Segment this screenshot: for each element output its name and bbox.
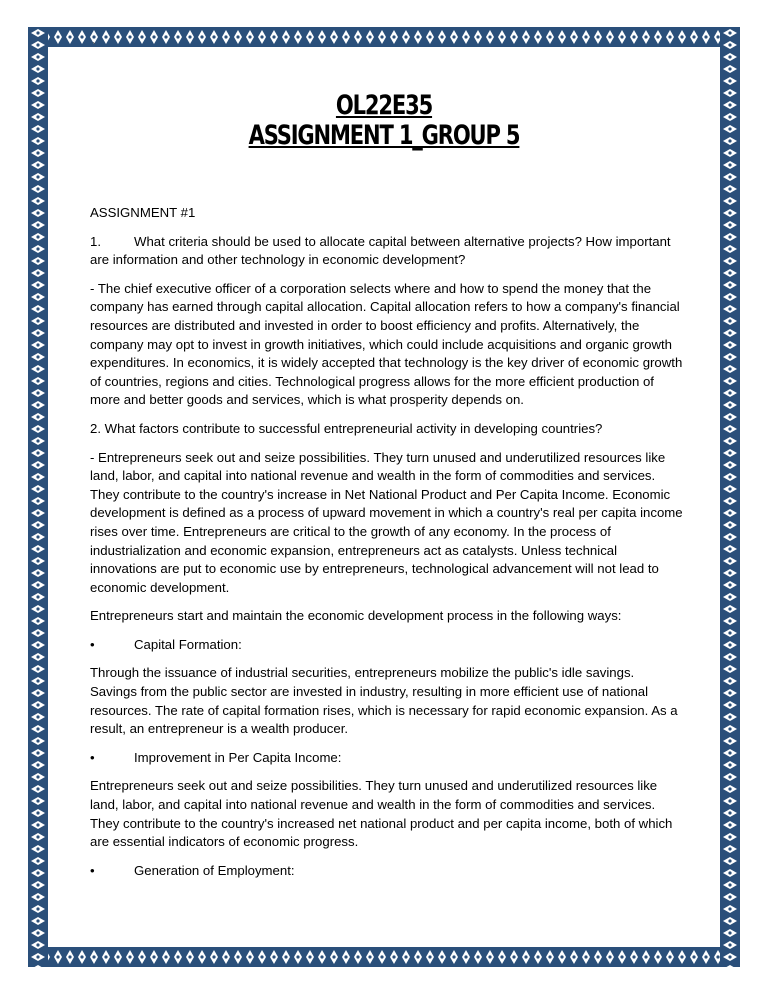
question-2: 2. What factors contribute to successful entrepreneurial activity in developing countries?	[90, 420, 603, 436]
answer-1: - The chief executive officer of a corporation selects where and how to spend the money that the company has earned through capital allocation. Capital allocation refers to how a company's financial resources are distributed and invested in order to boost efficiency and profits. Alternatively, the company may opt to invest in growth initiatives, which could include acquisitions and organic growth expenditures. In economics, it is widely accepted that technology is the key driver of economic growth of countries, regions and cities. Technological progress allows for the more efficient production of more and better goods and services, which is what prosperity depends on.	[90, 280, 683, 408]
capital-formation-text: Through the issuance of industrial securities, entrepreneurs mobilize the public's idle savings. Savings from the public sector are invested in industry, resulting in more efficient use of national resources. The rate of capital formation rises, which is necessary for rapid economic expansion. As a result, an entrepreneur is a wealth producer.	[90, 665, 678, 737]
border-left	[28, 27, 48, 967]
corner-mark: `	[92, 40, 96, 54]
bullet-title: Generation of Employment:	[134, 862, 295, 878]
per-capita-income-text: Entrepreneurs seek out and seize possibilities. They turn unused and underutilized resources like land, labor, and capital into national revenue and wealth in the form of commodities and services. They contribute to the country's increased net national product and per capita income, both of which are essential indicators of economic progress.	[90, 778, 673, 850]
question-1-number: 1.	[90, 233, 101, 249]
intro-paragraph: Entrepreneurs start and maintain the economic development process in the following ways:	[90, 608, 622, 624]
assignment-heading: ASSIGNMENT #1	[90, 205, 196, 220]
bullet-dot: •	[90, 749, 95, 765]
border-top	[28, 27, 740, 47]
bullet-title: Capital Formation:	[134, 636, 242, 652]
bullet-employment	[90, 862, 684, 881]
border-right	[720, 27, 740, 967]
document-title-code: OL22E35	[335, 90, 433, 121]
question-1	[90, 233, 684, 270]
bullet-per-capita-income	[90, 749, 684, 768]
answer-2: - Entrepreneurs seek out and seize possibilities. They turn unused and underutilized resources like land, labor, and capital into national revenue and wealth in the form of commodities and services. They contribute to the country's increase in Net National Product and Per Capita Income. Economic development is defined as a process of upward movement in which a country's real per capita income rises over time. Entrepreneurs are critical to the growth of any economy. In the process of industrialization and economic expansion, entrepreneurs act as catalysts. Unless technical innovations are put to economic use by entrepreneurs, technological advancement will not lead to economic development.	[90, 449, 683, 595]
bullet-dot: •	[90, 862, 95, 878]
bullet-dot: •	[90, 636, 95, 652]
border-bottom	[28, 947, 740, 967]
bullet-title: Improvement in Per Capita Income:	[134, 749, 342, 765]
document-body	[90, 204, 684, 890]
question-1-text: What criteria should be used to allocate capital between alternative projects? How important are information and other technology in economic development?	[90, 233, 671, 268]
bullet-capital-formation	[90, 636, 684, 655]
document-title: ASSIGNMENT 1_GROUP 5	[248, 120, 520, 151]
